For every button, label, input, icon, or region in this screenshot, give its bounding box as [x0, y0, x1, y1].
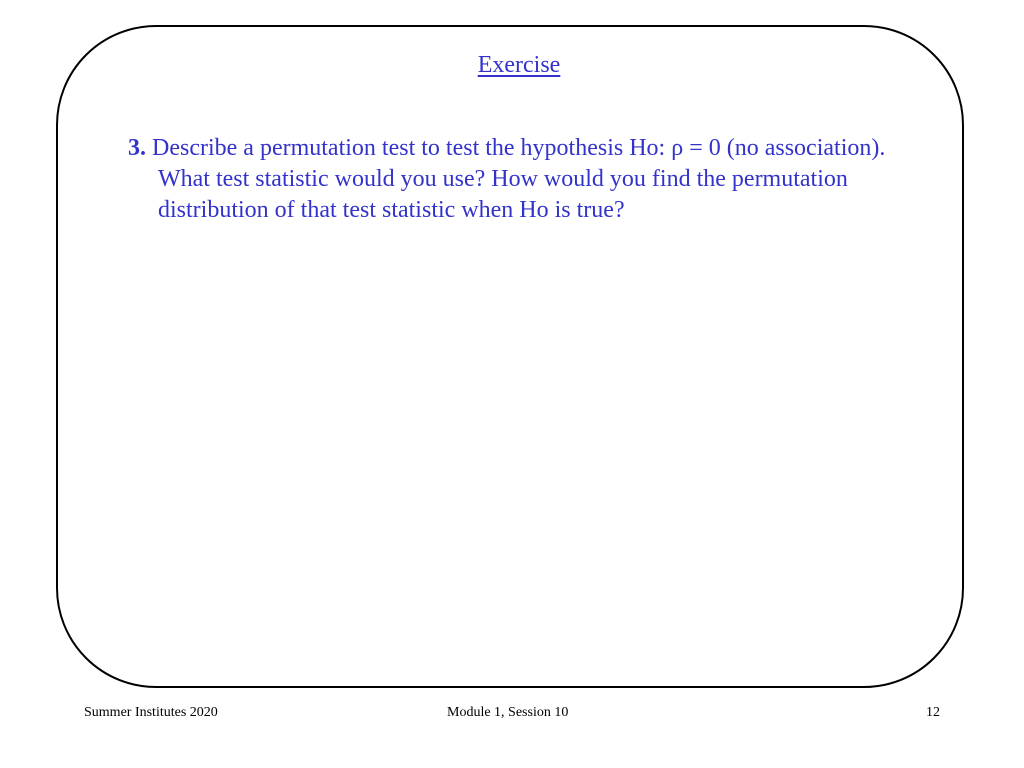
- question-paragraph: [128, 133, 918, 226]
- page-number: 12: [926, 705, 940, 720]
- footer-course: Summer Institutes 2020: [84, 705, 218, 720]
- slide-title: Exercise: [477, 52, 561, 78]
- question-text: Describe a permutation test to test the hypothesis Ho: ρ = 0 (no association). What test statistic would you use? How would you find the permutation distribution of that test statistic when Ho is true?: [146, 135, 886, 223]
- question-number: 3.: [128, 135, 146, 161]
- slide-frame: [56, 25, 964, 688]
- footer-session: Module 1, Session 10: [447, 705, 569, 720]
